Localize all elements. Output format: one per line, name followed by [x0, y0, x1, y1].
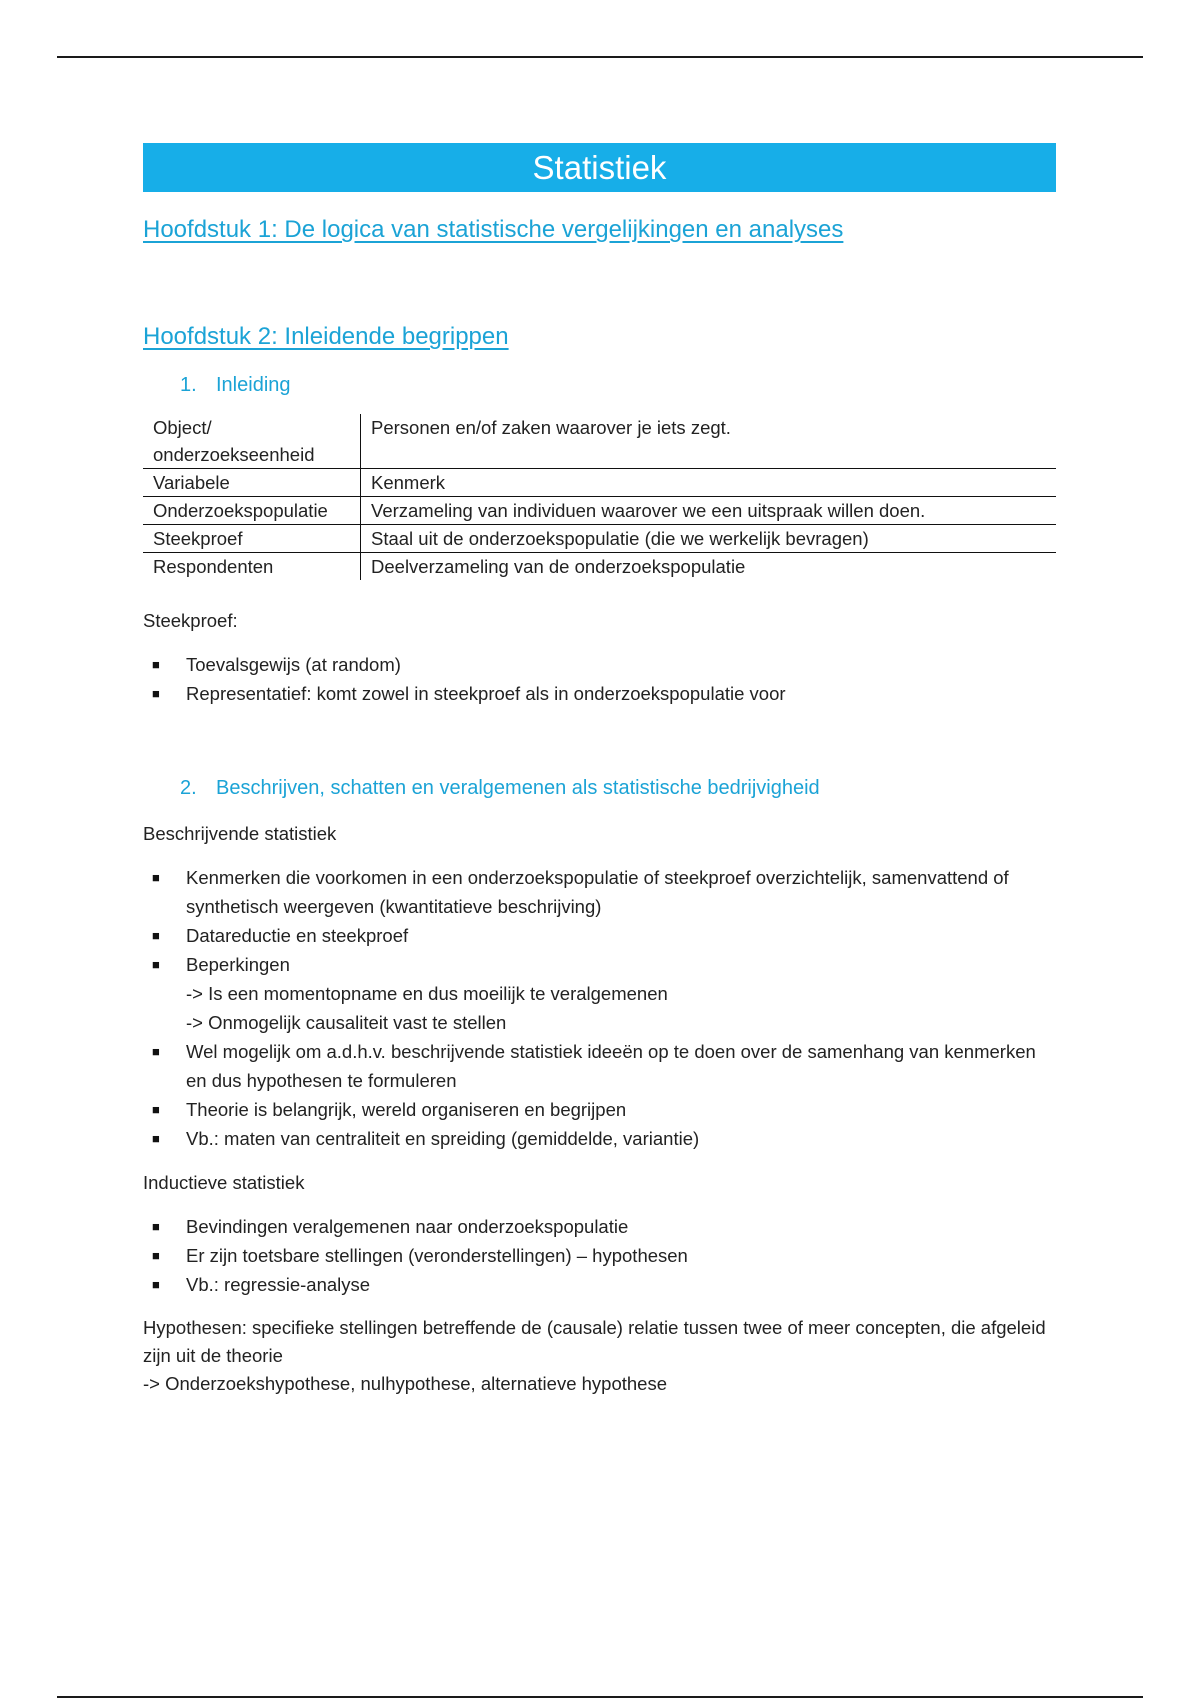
bullet-icon: ■ [152, 1102, 160, 1117]
list-item [143, 679, 1056, 708]
section-label: Inleiding [216, 374, 291, 396]
list-item [143, 1037, 1056, 1095]
list-item [143, 863, 1056, 921]
term-cell: Respondenten [143, 553, 361, 581]
list-item-text: Beperkingen [186, 954, 290, 975]
section-2-heading [180, 774, 1056, 802]
bullet-icon: ■ [152, 870, 160, 885]
definition-cell: Verzameling van individuen waarover we een uitspraak willen doen. [361, 497, 1057, 525]
definition-cell: Deelverzameling van de onderzoekspopulatie [361, 553, 1057, 581]
table-row [143, 497, 1056, 525]
bullet-icon: ■ [152, 657, 160, 672]
list-item-text: Representatief: komt zowel in steekproef als in onderzoekspopulatie voor [186, 683, 786, 704]
sub-point: -> Is een momentopname en dus moeilijk te veralgemenen [186, 983, 668, 1004]
term-cell: Steekproef [143, 525, 361, 553]
document-title: Statistiek [143, 143, 1056, 192]
list-item [143, 950, 1056, 1037]
table-row [143, 469, 1056, 497]
chapter-2-heading[interactable]: Hoofdstuk 2: Inleidende begrippen [143, 323, 509, 350]
bullet-icon: ■ [152, 1044, 160, 1059]
section-number: 1. [180, 374, 197, 396]
inductief-label: Inductieve statistiek [143, 1172, 305, 1193]
bullet-icon: ■ [152, 686, 160, 701]
definition-cell: Personen en/of zaken waarover je iets zegt. [371, 417, 731, 438]
top-rule [57, 56, 1143, 58]
list-item [143, 1270, 1056, 1299]
table-row [143, 525, 1056, 553]
bullet-icon: ■ [152, 928, 160, 943]
section-number: 2. [180, 777, 197, 799]
bullet-icon: ■ [152, 1277, 160, 1292]
bullet-icon: ■ [152, 957, 160, 972]
table-row [143, 414, 1056, 469]
list-item-text: Datareductie en steekproef [186, 925, 409, 946]
beschrijvend-list [143, 863, 1056, 1153]
list-item [143, 1212, 1056, 1241]
list-item [143, 921, 1056, 950]
document-body [143, 143, 1056, 1398]
list-item [143, 1124, 1056, 1153]
list-item-text: Bevindingen veralgemenen naar onderzoekspopulatie [186, 1216, 629, 1237]
term-cell: Onderzoekspopulatie [143, 497, 361, 525]
sub-point: -> Onmogelijk causaliteit vast te stellen [186, 1012, 507, 1033]
list-item-text: Wel mogelijk om a.d.h.v. beschrijvende statistiek ideeën op te doen over de samenhang van kenmerken en dus hypothesen te formuleren [186, 1041, 1036, 1091]
list-item [143, 650, 1056, 679]
inductief-list [143, 1212, 1056, 1299]
bullet-icon: ■ [152, 1131, 160, 1146]
term-cell: Object/ onderzoekseenheid [143, 414, 361, 469]
hypothesen-arrow-line: -> Onderzoekshypothese, nulhypothese, alternatieve hypothese [143, 1373, 667, 1394]
list-item-text: Vb.: maten van centraliteit en spreiding (gemiddelde, variantie) [186, 1128, 700, 1149]
list-item-text: Kenmerken die voorkomen in een onderzoekspopulatie of steekproef overzichtelijk, samenvattend of synthetisch weergeven (kwantitatieve beschrijving) [186, 867, 1009, 917]
section-label: Beschrijven, schatten en veralgemenen als statistische bedrijvigheid [216, 777, 820, 799]
bullet-icon: ■ [152, 1248, 160, 1263]
steekproef-label: Steekproef: [143, 610, 238, 631]
list-item-text: Vb.: regressie-analyse [186, 1274, 371, 1295]
hypothesen-paragraph: Hypothesen: specifieke stellingen betreffende de (causale) relatie tussen twee of meer concepten, die afgeleid zijn uit de theorie [143, 1317, 1046, 1366]
term-cell: Variabele [143, 469, 361, 497]
bottom-rule [57, 1696, 1143, 1698]
list-item [143, 1095, 1056, 1124]
bullet-icon: ■ [152, 1219, 160, 1234]
definition-cell: Kenmerk [361, 469, 1057, 497]
definition-cell: Staal uit de onderzoekspopulatie (die we werkelijk bevragen) [361, 525, 1057, 553]
table-row [143, 553, 1056, 581]
list-item-text: Er zijn toetsbare stellingen (veronderstellingen) – hypothesen [186, 1245, 688, 1266]
list-item-text: Theorie is belangrijk, wereld organiseren en begrijpen [186, 1099, 627, 1120]
chapter-1-heading[interactable]: Hoofdstuk 1: De logica van statistische vergelijkingen en analyses [143, 216, 844, 243]
list-item [143, 1241, 1056, 1270]
definitions-table [143, 414, 1056, 580]
steekproef-list [143, 650, 1056, 708]
section-1-heading [180, 371, 1056, 399]
list-item-text: Toevalsgewijs (at random) [186, 654, 401, 675]
beschrijvend-label: Beschrijvende statistiek [143, 823, 337, 844]
